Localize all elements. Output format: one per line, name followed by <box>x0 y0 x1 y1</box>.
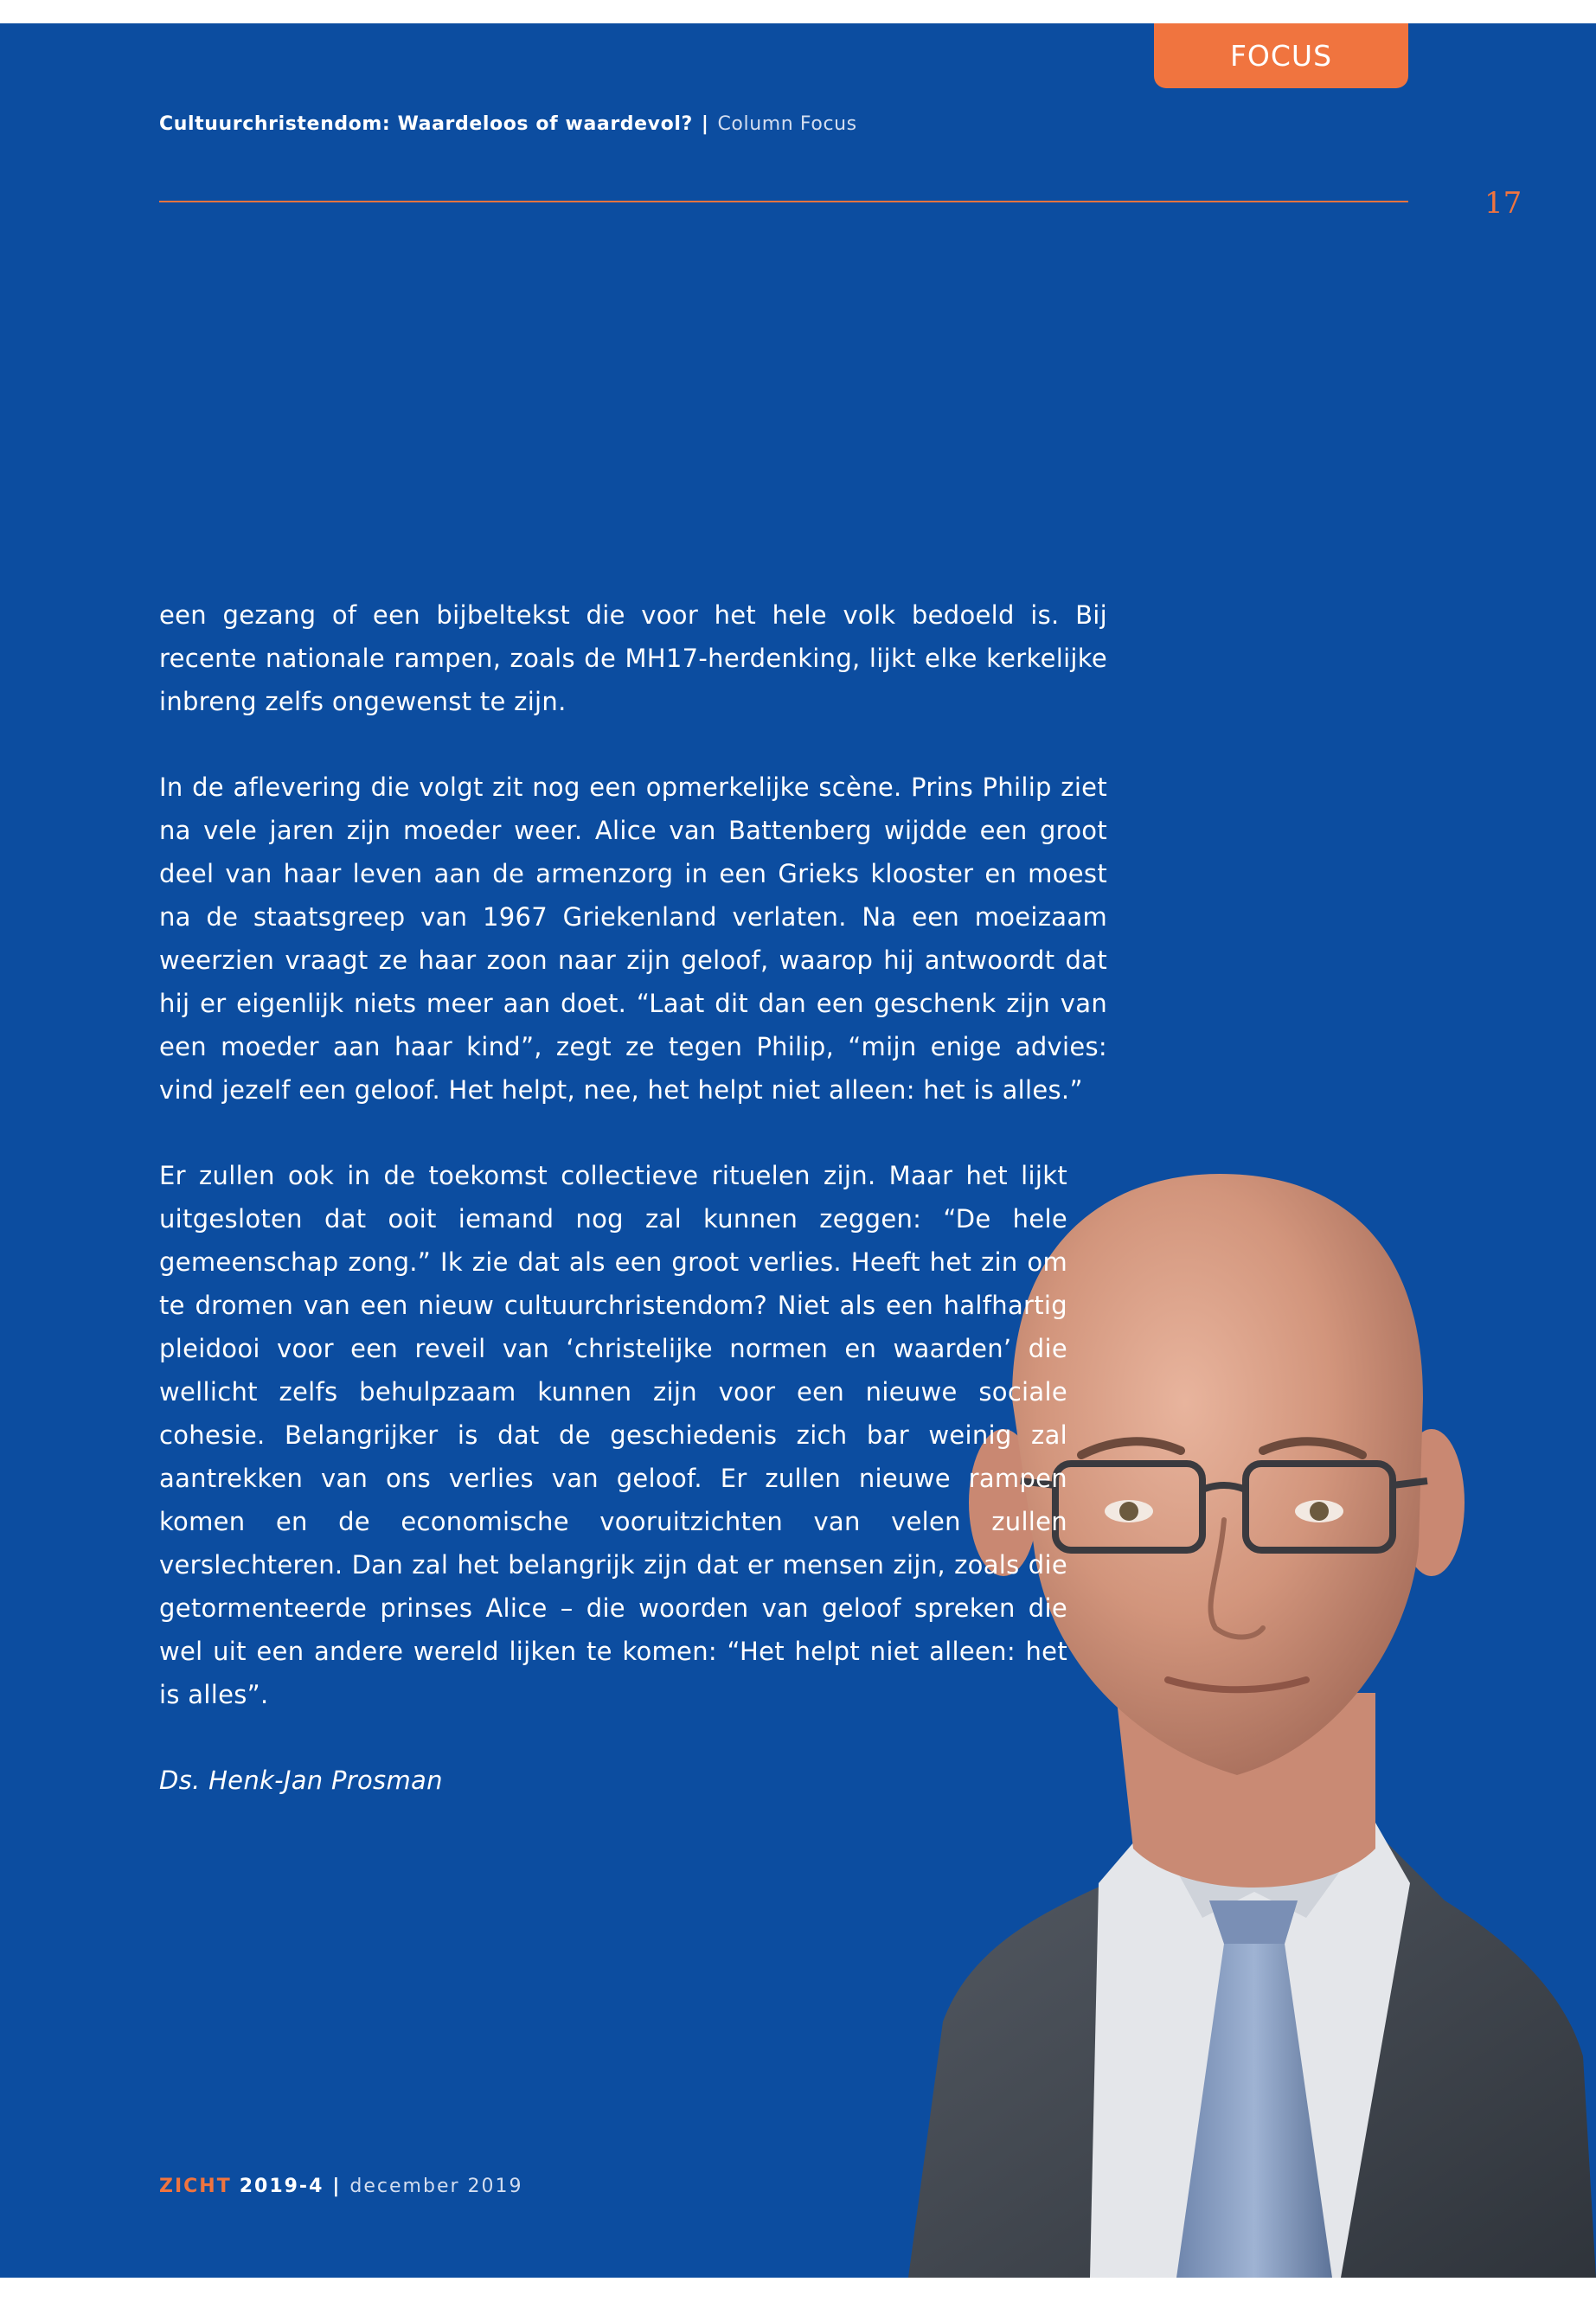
running-header <box>159 113 857 135</box>
issue-number: 2019-4 <box>239 2176 324 2197</box>
page-number: 17 <box>1484 186 1522 221</box>
author-signature: Ds. Henk-Jan Prosman <box>159 1766 443 1795</box>
magazine-page <box>0 23 1596 2278</box>
paragraph: In de aflevering die volgt zit nog een opmerkelijke scène. Prins Philip ziet na vele jaren zijn moeder weer. Alice van Battenberg wijdde een groot deel van haar leven aan de armenzorg in een Grieks klooster en moest na de staatsgreep van 1967 Griekenland verlaten. Na een moeizaam weerzien vraagt ze haar zoon naar zijn geloof, waarop hij antwoordt dat hij er eigenlijk niets meer aan doet. “Laat dit dan een geschenk zijn van een moeder aan haar kind”, zegt ze tegen Philip, “mijn enige advies: vind jezelf een geloof. Het helpt, nee, het helpt niet alleen: het is alles.” <box>159 772 1107 1105</box>
column-name: Column Focus <box>717 113 857 135</box>
issue-date: december 2019 <box>349 2176 523 2197</box>
article-title: Cultuurchristendom: Waardeloos of waardevol? <box>159 113 693 135</box>
paragraph: een gezang of een bijbeltekst die voor het hele volk bedoeld is. Bij recente nationale rampen, zoals de MH17-herdenking, lijkt elke kerkelijke inbreng zelfs ongewenst te zijn. <box>159 600 1107 716</box>
paragraph: Er zullen ook in de toekomst collectieve rituelen zijn. Maar het lijkt uitgesloten dat ooit iemand nog zal kunnen zeggen: “De hele gemeenschap zong.” Ik zie dat als een groot verlies. Heeft het zin om te dromen van een nieuw cultuurchristendom? Niet als een halfhartig pleidooi voor een reveil van ‘christelijke normen en waarden’ die wellicht zelfs behulpzaam kunnen zijn voor een nieuwe sociale cohesie. Belangrijker is dat de geschiedenis zich bar weinig zal aantrekken van ons verlies van geloof. Er zullen nieuwe rampen komen en de economische vooruitzichten van velen zullen verslechteren. Dan zal het belangrijk zijn dat er mensen zijn, zoals die getormenteerde prinses Alice – die woorden van geloof spreken die wel uit een andere wereld lijken te komen: “Het helpt niet alleen: het is alles”. <box>159 1161 1067 1709</box>
header-rule <box>159 201 1408 202</box>
header-separator: | <box>701 113 709 135</box>
section-tab <box>1154 23 1408 88</box>
article-body <box>159 593 1107 1844</box>
page-footer <box>159 2176 523 2197</box>
magazine-name: ZICHT <box>159 2176 232 2197</box>
footer-separator: | <box>332 2176 342 2197</box>
section-tab-label: FOCUS <box>1229 39 1333 73</box>
